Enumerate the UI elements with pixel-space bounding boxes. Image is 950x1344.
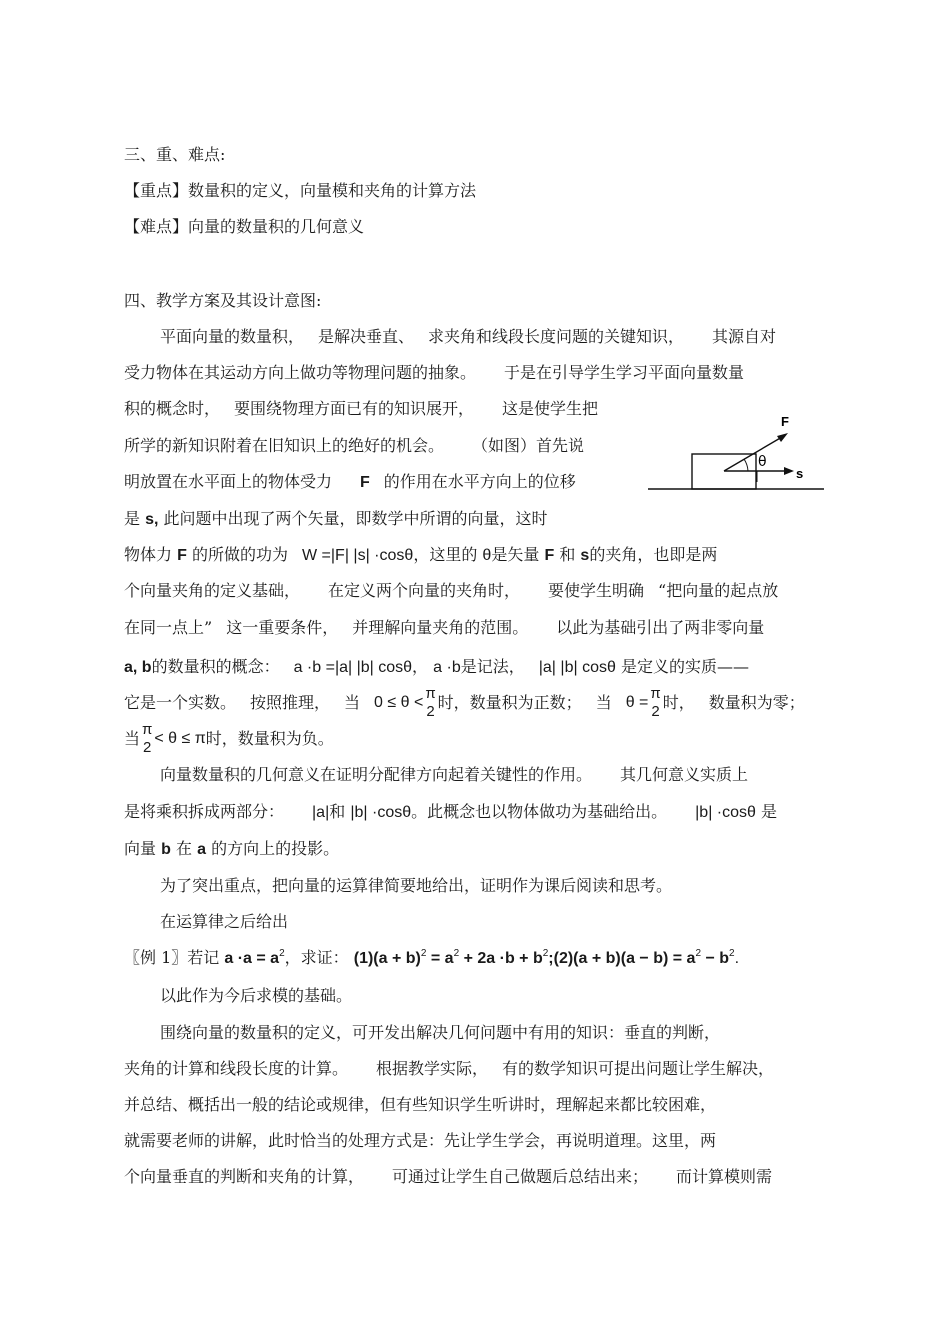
- paragraph-line: 当 π 2 < θ ≤ π 时，数量积为负。: [124, 721, 334, 756]
- work-formula: W =|F| |s| ·cosθ: [302, 547, 414, 564]
- paragraph-line: 就需要老师的讲解，此时恰当的处理方式是：先让学生学会，再说明道理。这里，两: [124, 1131, 717, 1150]
- fraction-pi-over-2: π 2: [425, 685, 436, 720]
- paragraph-line: 为了突出重点，把向量的运算律简要地给出，证明作为课后阅读和思考。: [160, 876, 673, 895]
- fraction-pi-over-2: π 2: [142, 721, 153, 756]
- force-arrowhead: [777, 433, 788, 442]
- paragraph-line: 围绕向量的数量积的定义，可开发出解决几何问题中有用的知识：垂直的判断，: [160, 1023, 721, 1042]
- paragraph-line: 积的概念时， 要围绕物理方面已有的知识展开， 这是使学生把: [124, 399, 599, 418]
- displacement-label: s: [796, 466, 804, 481]
- paragraph-line: a, b的数量积的概念： a ·b =|a| |b| cosθ， a ·b是记法， |a| |b| cosθ 是定义的实质——: [124, 657, 749, 676]
- paragraph-line: 个向量夹角的定义基础， 在定义两个向量的夹角时， 要使学生明确 “把向量的起点放: [124, 581, 779, 600]
- difficult-point: 【难点】向量的数量积的几何意义: [124, 217, 365, 236]
- key-point: 【重点】数量积的定义，向量模和夹角的计算方法: [124, 181, 477, 200]
- force-diagram: [648, 410, 828, 494]
- angle-label: θ: [758, 454, 767, 470]
- paragraph-line: 平面向量的数量积， 是解决垂直、 求夹角和线段长度问题的关键知识， 其源自对: [160, 327, 777, 346]
- paragraph-line: 是将乘积拆成两部分： |a|和 |b| ·cosθ。此概念也以物体做功为基础给出。 |b| ·cosθ 是: [124, 802, 778, 821]
- paragraph-line: 所学的新知识附着在旧知识上的绝好的机会。 （如图）首先说: [124, 436, 585, 455]
- force-label: F: [781, 414, 789, 429]
- paragraph-line: 它是一个实数。 按照推理， 当 0 ≤ θ < π 2 时，数量积为正数； 当 θ = π 2 时， 数量积为零；: [124, 685, 805, 720]
- paragraph-line: 向量 b 在 a 的方向上的投影。: [124, 839, 340, 858]
- paragraph-line: 物体力 F 的所做的功为 W =|F| |s| ·cosθ，这里的 θ是矢量 F 和 s的夹角，也即是两: [124, 545, 718, 564]
- paragraph-line: 明放置在水平面上的物体受力 F 的作用在水平方向上的位移: [124, 472, 576, 491]
- section4-title: 四、教学方案及其设计意图:: [124, 291, 322, 310]
- example-1: 〖例 1〗若记 $a \cdot a = a^2$，求证： $(1)(a + b)^2 = a^2 + 2a \cdot b$ + $b^2;(2)(a + b)(a - b) = a^2 - b^2$.: [124, 947, 740, 967]
- paragraph-line: 向量数量积的几何意义在证明分配律方向起着关键性的作用。 其几何意义实质上: [160, 765, 749, 784]
- paragraph-line: 在同一点上” 这一重要条件， 并理解向量夹角的范围。 以此为基础引出了两非零向量: [124, 618, 765, 637]
- paragraph-line: 并总结、概括出一般的结论或规律，但有些知识学生听讲时，理解起来都比较困难，: [124, 1095, 717, 1114]
- angle-arc: [744, 459, 748, 471]
- dot-product-definition: a ·b =|a| |b| cosθ: [293, 659, 413, 676]
- paragraph-line: 以此作为今后求模的基础。: [160, 986, 353, 1005]
- paragraph-line: 个向量垂直的判断和夹角的计算， 可通过让学生自己做题后总结出来； 而计算模则需: [124, 1167, 773, 1186]
- paragraph-line: 受力物体在其运动方向上做功等物理问题的抽象。 于是在引导学生学习平面向量数量: [124, 363, 745, 382]
- paragraph-line: 在运算律之后给出: [160, 912, 289, 931]
- displacement-arrowhead: [784, 467, 794, 475]
- section3-title: 三、重、难点:: [124, 145, 226, 164]
- fraction-pi-over-2: π 2: [650, 685, 661, 720]
- paragraph-line: 是 s, 此问题中出现了两个矢量，即数学中所谓的向量，这时: [124, 509, 548, 528]
- paragraph-line: 夹角的计算和线段长度的计算。 根据教学实际， 有的数学知识可提出问题让学生解决，: [124, 1059, 775, 1078]
